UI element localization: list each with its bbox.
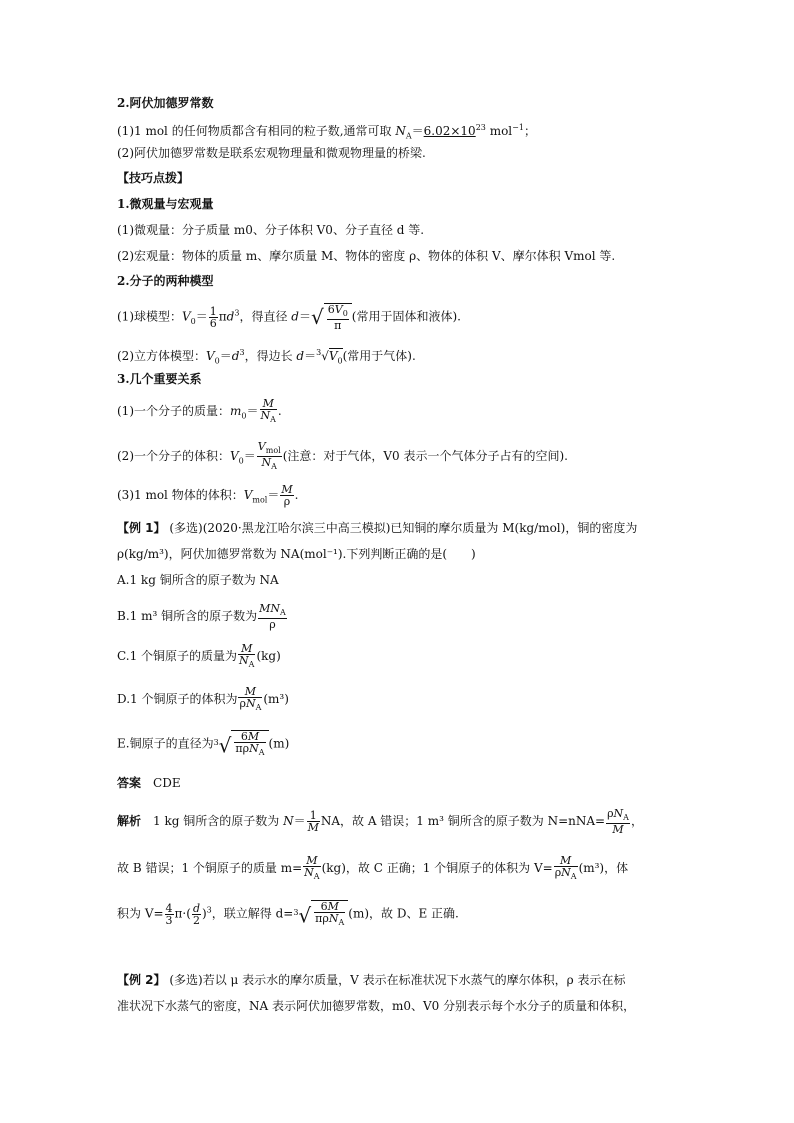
- tip1-macro: (2)宏观量：物体的质量 m、摩尔质量 M、物体的密度 ρ、物体的体积 V、摩尔体积 Vmol 等.: [117, 249, 616, 263]
- tips-heading: 【技巧点拨】: [117, 171, 190, 185]
- tip3-molar-volume: (3)1 mol 物体的体积：$V_{mol}=$ $\frac{M}{\rho}$ .: [117, 483, 299, 508]
- explanation-line3: 积为 V= $\frac{4}{3}$ π·( $\frac{d}{2}$ )$^3$，联立解得 d=$^3$√ $\frac{6M}{\pi\rho N_A}$ (m)，故 D、E 正确.: [117, 900, 459, 928]
- section-title-avogadro: 2.阿伏加德罗常数: [117, 96, 214, 110]
- tip3-molecule-mass: (1)一个分子的质量：$m_0=$ $\frac{M}{N_A}$ .: [117, 397, 282, 425]
- option-e: E.铜原子的直径为$^3$√ $\frac{6M}{\pi\rho N_A}$ (m): [117, 730, 290, 758]
- option-c: C.1 个铜原子的质量为 $\frac{M}{N_A}$ (kg): [117, 642, 281, 670]
- option-d: D.1 个铜原子的体积为 $\frac{M}{\rho N_A}$ (m³): [117, 685, 289, 713]
- option-b: B.1 m³ 铜所含的原子数为 $\frac{MN_A}{\rho}$: [117, 602, 286, 632]
- paragraph-avogadro-1: (1)1 mol 的任何物质都含有相同的粒子数,通常可取 $N_A=6.02\times 10^{23}$ mol$^{-1}$；: [117, 123, 536, 141]
- example1-line2: ρ(kg/m³)，阿伏加德罗常数为 NA(mol⁻¹).下列判断正确的是( ): [117, 547, 476, 561]
- tip3-title: 3.几个重要关系: [117, 372, 202, 386]
- option-a: A.1 kg 铜所含的原子数为 NA: [117, 573, 279, 587]
- explanation-line1: 解析 1 kg 铜所含的原子数为 N＝ $\frac{1}{M}$ NA，故 A 错误；1 m³ 铜所含的原子数为 N=nNA= $\frac{\rho N_A}{M}$ ，: [117, 807, 643, 837]
- example2-line1: 【例 2】 (多选)若以 μ 表示水的摩尔质量，V 表示在标准状况下水蒸气的摩尔体积，ρ 表示在标: [117, 973, 626, 987]
- tip2-title: 2.分子的两种模型: [117, 274, 214, 288]
- paragraph-avogadro-2: (2)阿伏加德罗常数是联系宏观物理量和微观物理量的桥梁.: [117, 146, 426, 160]
- example1-line1: 【例 1】 (多选)(2020·黑龙江哈尔滨三中高三模拟)已知铜的摩尔质量为 M(kg/mol)，铜的密度为: [117, 521, 638, 535]
- example2-line2: 准状况下水蒸气的密度，NA 表示阿伏加德罗常数，m0、V0 分别表示每个水分子的质量和体积，: [117, 999, 636, 1013]
- tip2-cube-model: (2)立方体模型：$V_0=d^3$，得边长 $d=^3√V_0$(常用于气体).: [117, 348, 416, 366]
- tip2-sphere-model: (1)球模型：$V_0=$ $\frac{1}{6}$ $\pi d^3$，得直径 d＝√ $\frac{6V_0}{\pi}$ (常用于固体和液体).: [117, 303, 461, 333]
- explanation-line2: 故 B 错误；1 个铜原子的质量 m= $\frac{M}{N_A}$ (kg)，故 C 正确；1 个铜原子的体积为 V= $\frac{M}{\rho N_A}$ (m³)，体: [117, 854, 629, 882]
- answer-line: 答案 CDE: [117, 776, 181, 790]
- tip3-molecule-volume: (2)一个分子的体积：$V_0=$ $\frac{V_{mol}}{N_A}$ (注意：对于气体，V0 表示一个气体分子占有的空间).: [117, 440, 568, 472]
- tip1-micro: (1)微观量：分子质量 m0、分子体积 V0、分子直径 d 等.: [117, 223, 425, 237]
- tip1-title: 1.微观量与宏观量: [117, 197, 214, 211]
